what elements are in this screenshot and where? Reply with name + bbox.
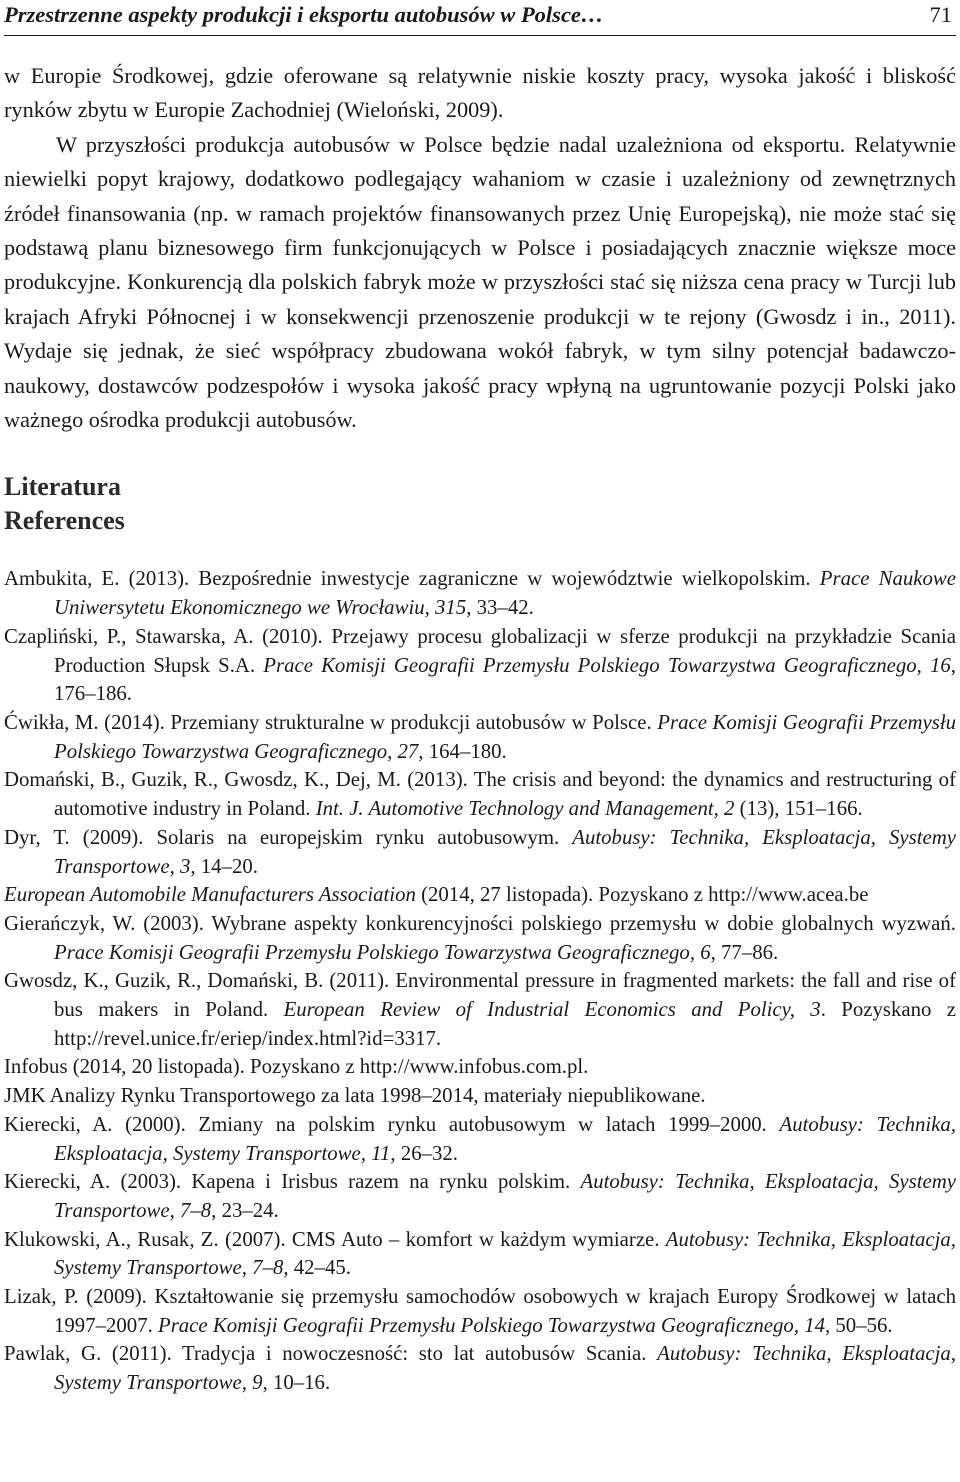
- reference-entry: Domański, B., Guzik, R., Gwosdz, K., Dej, M. (2013). The crisis and beyond: the dynamics and restructuring of automotive industry in Poland. Int. J. Automotive Technology and Management, 2 (13), 151–166.: [4, 768, 956, 821]
- reference-entry: Czapliński, P., Stawarska, A. (2010). Przejawy procesu globalizacji w sferze produkcji na przykładzie Scania Production Słupsk S.A. Prace Komisji Geografii Przemysłu Polskiego Towarzystwa Geograficznego, 16, 176–186.: [4, 624, 956, 706]
- reference-entry: JMK Analizy Rynku Transportowego za lata 1998–2014, materiały niepublikowane.: [4, 1084, 706, 1108]
- paragraph-2: W przyszłości produkcja autobusów w Polsce będzie nadal uzależniona od eksportu. Relatywnie niewielki popyt krajowy, dodatkowo podlegający wahaniom w czasie i uzależniony od zewnętrznych źródeł finansowania (np. w ramach projektów finansowanych przez Unię Europejską), nie może stać się podstawą planu biznesowego firm funkcjonujących w Polsce i posiadających znacznie większe moce produkcyjne. Konkurencją dla polskich fabryk może w przyszłości stać się niższa cena pracy w Turcji lub krajach Afryki Północnej i w konsekwencji przenoszenie produkcji w te rejony (Gwosdz i in., 2011). Wydaje się jednak, że sieć współpracy zbudowana wokół fabryk, w tym silny potencjał badawczo-naukowy, dostawców podzespołów i wysoka jakość pracy wpłyną na ugruntowanie pozycji Polski jako ważnego ośrodka produkcji autobusów.: [4, 131, 956, 433]
- page-number: 71: [929, 2, 952, 27]
- references-heading: [4, 470, 956, 538]
- reference-entry: Kierecki, A. (2000). Zmiany na polskim rynku autobusowym w latach 1999–2000. Autobusy: Technika, Eksploatacja, Systemy Transportowe, 11, 26–32.: [4, 1112, 956, 1165]
- reference-list: [4, 565, 956, 1397]
- body-text: [4, 59, 956, 437]
- heading-polish: Literatura: [4, 472, 121, 502]
- reference-entry: European Automobile Manufacturers Association (2014, 27 listopada). Pozyskano z http://www.acea.be: [4, 883, 869, 907]
- reference-entry: Infobus (2014, 20 listopada). Pozyskano z http://www.infobus.com.pl.: [4, 1055, 589, 1079]
- reference-entry: Pawlak, G. (2011). Tradycja i nowoczesność: sto lat autobusów Scania. Autobusy: Technika, Eksploatacja, Systemy Transportowe, 9, 10–16.: [4, 1342, 957, 1395]
- reference-entry: Dyr, T. (2009). Solaris na europejskim rynku autobusowym. Autobusy: Technika, Eksploatacja, Systemy Transportowe, 3, 14–20.: [4, 825, 956, 878]
- reference-entry: Gwosdz, K., Guzik, R., Domański, B. (2011). Environmental pressure in fragmented markets: the fall and rise of bus makers in Poland. European Review of Industrial Economics and Policy, 3. Pozyskano z http://revel.unice.fr/eriep/index.html?id=3317.: [4, 969, 956, 1050]
- running-title: Przestrzenne aspekty produkcji i eksportu autobusów w Polsce…: [4, 2, 604, 27]
- reference-entry: Klukowski, A., Rusak, Z. (2007). CMS Auto – komfort w każdym wymiarze. Autobusy: Technika, Eksploatacja, Systemy Transportowe, 7–8, 42–45.: [4, 1227, 956, 1280]
- reference-entry: Ambukita, E. (2013). Bezpośrednie inwestycje zagraniczne w województwie wielkopolskim. Prace Naukowe Uniwersytetu Ekonomicznego we Wrocławiu, 315, 33–42.: [4, 567, 956, 620]
- reference-entry: Gierańczyk, W. (2003). Wybrane aspekty konkurencyjności polskiego przemysłu w dobie globalnych wyzwań. Prace Komisji Geografii Przemysłu Polskiego Towarzystwa Geograficznego, 6, 77–86.: [4, 911, 956, 964]
- reference-entry: Kierecki, A. (2003). Kapena i Irisbus razem na rynku polskim. Autobusy: Technika, Eksploatacja, Systemy Transportowe, 7–8, 23–24.: [4, 1170, 956, 1222]
- paragraph-1: w Europie Środkowej, gdzie oferowane są relatywnie niskie koszty pracy, wysoka jakość i bliskość rynków zbytu w Europie Zachodniej (Wieloński, 2009).: [4, 63, 956, 123]
- heading-english: References: [4, 506, 125, 536]
- reference-entry: Lizak, P. (2009). Kształtowanie się przemysłu samochodów osobowych w krajach Europy Środkowej w latach 1997–2007. Prace Komisji Geografii Przemysłu Polskiego Towarzystwa Geograficznego, 14, 50–56.: [4, 1285, 956, 1337]
- running-header: [4, 0, 956, 36]
- reference-entry: Ćwikła, M. (2014). Przemiany strukturalne w produkcji autobusów w Polsce. Prace Komisji Geografii Przemysłu Polskiego Towarzystwa Geograficznego, 27, 164–180.: [4, 710, 956, 763]
